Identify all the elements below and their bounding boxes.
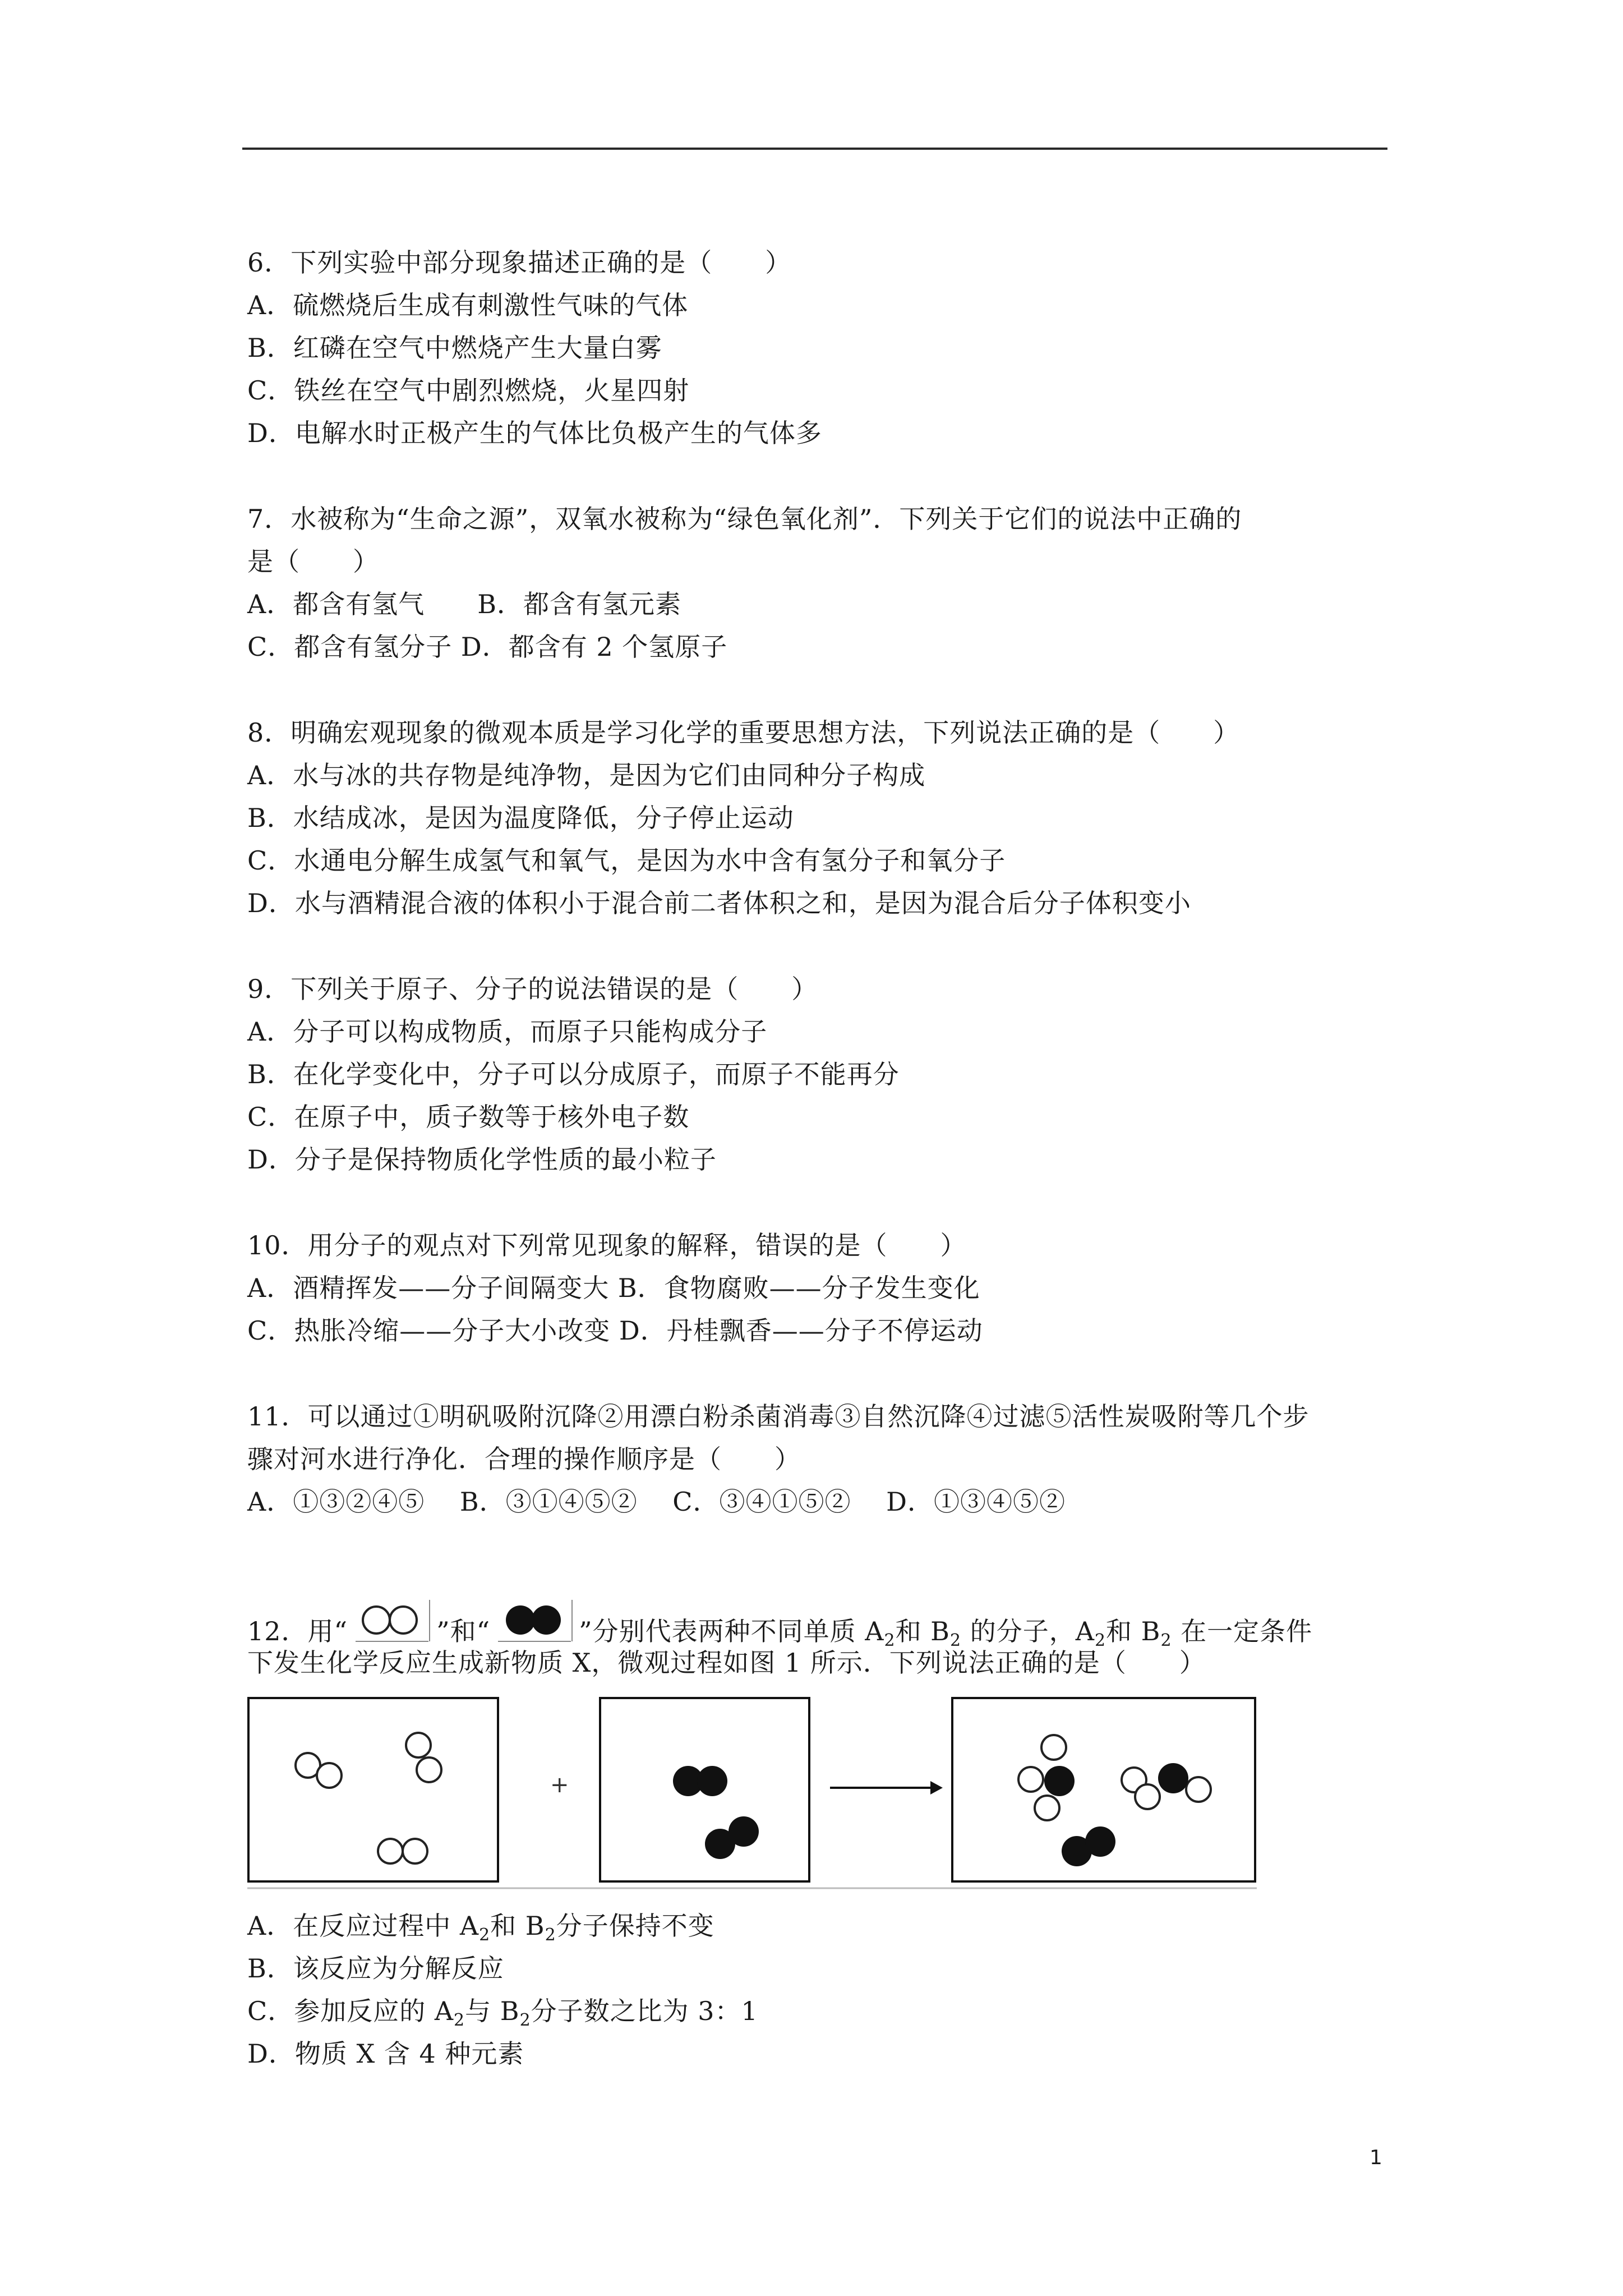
q7-stem-line2: 是（ ） [247, 546, 379, 577]
q12-text-2: ”和“ [436, 1616, 491, 1646]
q11-options: A．①③②④⑤ B．③①④⑤② C．③④①⑤② D．①③④⑤② [247, 1487, 1066, 1517]
q6-option-c: C．铁丝在空气中剧烈燃烧，火星四射 [247, 375, 690, 406]
white-atom [1041, 1735, 1066, 1760]
q12-sub-b2-2: 2 [1160, 1631, 1172, 1651]
q12-c-sub-a2: 2 [454, 2010, 465, 2031]
q12-text-3: ”分别代表两种不同单质 A [579, 1616, 884, 1646]
q11-stem-line1: 11．可以通过①明矾吸附沉降②用漂白粉杀菌消毒③自然沉降④过滤⑤活性炭吸附等几个步 [247, 1401, 1310, 1432]
q10-options-cd: C．热胀冷缩——分子大小改变 D．丹桂飘香——分子不停运动 [247, 1315, 983, 1346]
arrow-head-icon [930, 1781, 943, 1795]
reaction-diagram [247, 1697, 1257, 1890]
q12-option-b: B．该反应为分解反应 [247, 1953, 504, 1984]
q11-stem-line2: 骤对河水进行净化．合理的操作顺序是（ ） [247, 1444, 801, 1474]
q9-option-b: B．在化学变化中，分子可以分成原子，而原子不能再分 [247, 1059, 900, 1089]
black-atom [1158, 1763, 1188, 1793]
q12-option-a [247, 1909, 714, 1952]
q12-option-d: D．物质 X 含 4 种元素 [247, 2039, 524, 2069]
q12-text-4: 和 B [895, 1616, 950, 1646]
q12-a-text-2: 和 B [490, 1911, 545, 1941]
black-atom [1085, 1826, 1115, 1857]
q9-option-d: D．分子是保持物质化学性质的最小粒子 [247, 1144, 717, 1175]
white-atom [378, 1839, 403, 1864]
plus-sign: + [550, 1772, 569, 1798]
header-rule [242, 148, 1387, 150]
q12-text-6: 和 B [1106, 1616, 1161, 1646]
q9-option-c: C．在原子中，质子数等于核外电子数 [247, 1102, 690, 1132]
white-atom [1135, 1784, 1160, 1809]
q9-option-a: A．分子可以构成物质，而原子只能构成分子 [247, 1016, 768, 1047]
white-molecule-icon [350, 1598, 434, 1645]
white-atom [1018, 1767, 1043, 1792]
q9-stem: 9．下列关于原子、分子的说法错误的是（ ） [247, 974, 818, 1004]
q10-options-ab: A．酒精挥发——分子间隔变大 B．食物腐败——分子发生变化 [247, 1273, 980, 1303]
q8-stem: 8．明确宏观现象的微观本质是学习化学的重要思想方法，下列说法正确的是（ ） [247, 717, 1240, 748]
white-atom [417, 1757, 441, 1782]
q12-c-text-2: 与 B [465, 1996, 520, 2026]
q7-stem-line1: 7．水被称为“生命之源”，双氧水被称为“绿色氧化剂”．下列关于它们的说法中正确的 [247, 504, 1242, 534]
q12-c-text-3: 分子数之比为 3：1 [531, 1996, 758, 2026]
black-molecule-icon [492, 1598, 577, 1645]
q12-text-1: 12．用“ [247, 1616, 348, 1646]
q7-options-ab: A．都含有氢气 B．都含有氢元素 [247, 589, 682, 619]
q12-c-text-1: C．参加反应的 A [247, 1996, 454, 2026]
black-atom [1044, 1766, 1075, 1796]
q12-text-7: 在一定条件 [1172, 1616, 1313, 1646]
q6-option-d: D．电解水时正极产生的气体比负极产生的气体多 [247, 418, 822, 448]
reactant-a2-box [248, 1698, 498, 1881]
white-atom [1035, 1796, 1059, 1820]
page-number: 1 [1370, 2146, 1382, 2169]
q12-text-5: 的分子，A [961, 1616, 1095, 1646]
q10-stem: 10．用分子的观点对下列常见现象的解释，错误的是（ ） [247, 1230, 967, 1260]
q12-sub-a2-2: 2 [1094, 1631, 1106, 1651]
q8-option-c: C．水通电分解生成氢气和氧气，是因为水中含有氢分子和氧分子 [247, 845, 1006, 876]
q7-options-cd: C．都含有氢分子 D．都含有 2 个氢原子 [247, 632, 728, 662]
black-atom [697, 1766, 727, 1796]
white-atom [406, 1733, 431, 1757]
q12-a-sub-b2: 2 [545, 1925, 556, 1945]
white-atom [403, 1839, 427, 1864]
q12-a-text-3: 分子保持不变 [556, 1911, 714, 1941]
q12-sub-a2-1: 2 [884, 1631, 896, 1651]
black-atom [728, 1816, 759, 1847]
q12-a-sub-a2: 2 [479, 1925, 491, 1945]
q8-option-a: A．水与冰的共存物是纯净物，是因为它们由同种分子构成 [247, 760, 926, 790]
white-atom [1186, 1777, 1211, 1802]
q8-option-d: D．水与酒精混合液的体积小于混合前二者体积之和，是因为混合后分子体积变小 [247, 888, 1191, 918]
q12-c-sub-b2: 2 [519, 2010, 531, 2031]
q12-stem-line2: 下发生化学反应生成新物质 X，微观过程如图 1 所示．下列说法正确的是（ ） [247, 1648, 1206, 1678]
q12-a-text-1: A．在反应过程中 A [247, 1911, 479, 1941]
q6-option-b: B．红磷在空气中燃烧产生大量白雾 [247, 333, 662, 363]
q12-option-c [247, 1994, 758, 2037]
q6-option-a: A．硫燃烧后生成有刺激性气味的气体 [247, 290, 689, 320]
q6-stem: 6．下列实验中部分现象描述正确的是（ ） [247, 247, 792, 278]
q8-option-b: B．水结成冰，是因为温度降低，分子停止运动 [247, 803, 794, 833]
q12-sub-b2-1: 2 [950, 1631, 962, 1651]
white-atom [317, 1763, 342, 1788]
